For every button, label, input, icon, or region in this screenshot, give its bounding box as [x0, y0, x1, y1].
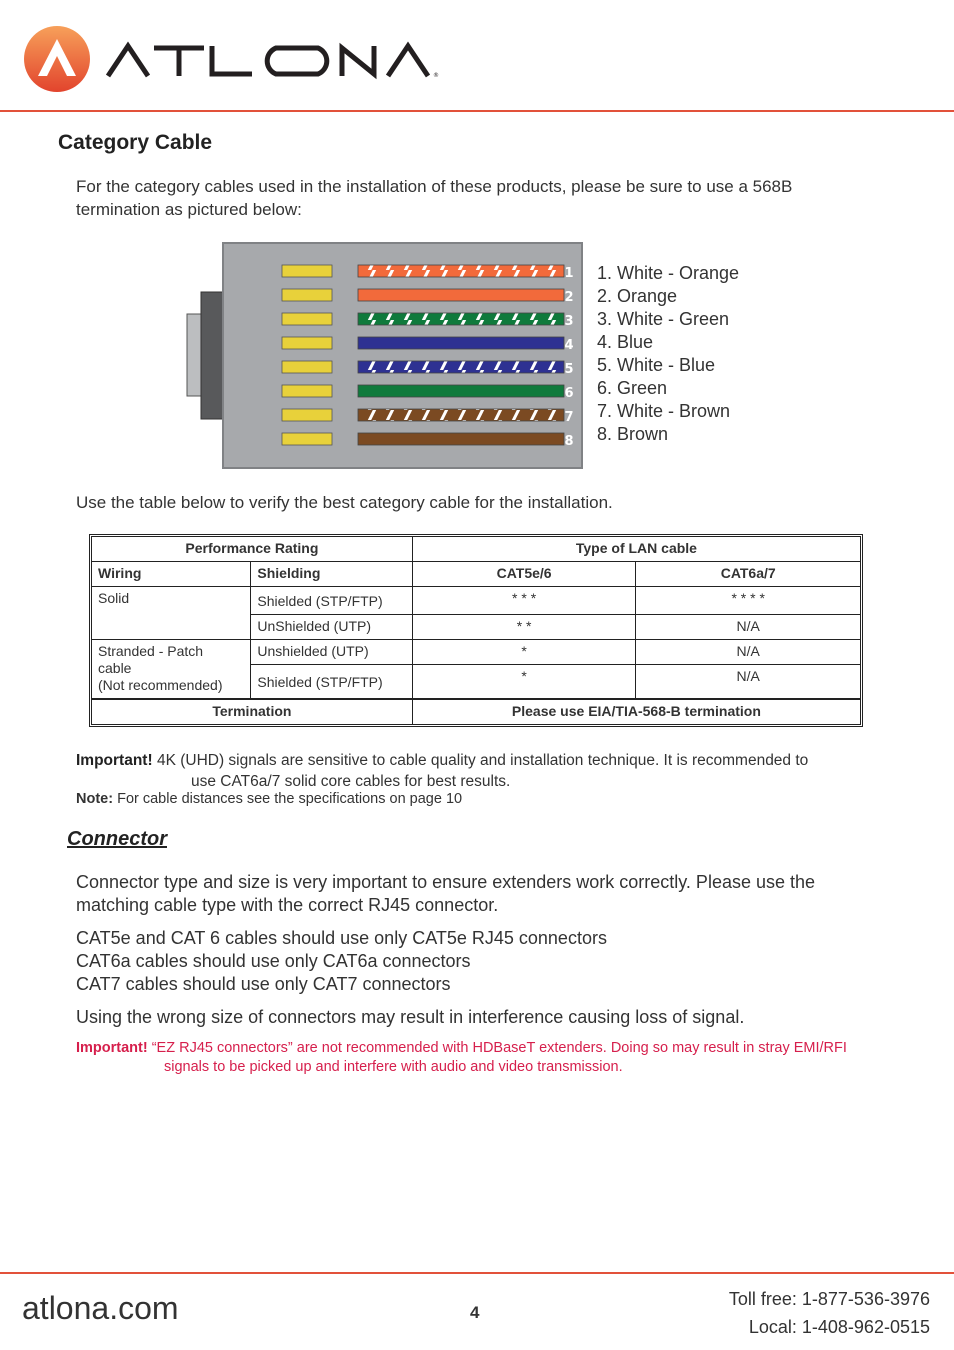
- wire-6: [358, 385, 564, 397]
- legend-item: 3. White - Green: [597, 309, 730, 329]
- verify-text: Use the table below to verify the best category cable for the installation.: [76, 493, 613, 512]
- legend-item: 2. Orange: [597, 286, 678, 306]
- pin-number: 5: [564, 362, 574, 377]
- logo-wordmark: [108, 46, 428, 76]
- pin-contact: [282, 337, 332, 349]
- svg-text:®: ®: [433, 72, 439, 79]
- cat5-col-header: CAT5e/6: [412, 562, 636, 587]
- cat5-cell: *: [412, 665, 636, 700]
- lan-type-header: Type of LAN cable: [412, 537, 860, 562]
- table-row: [92, 587, 861, 615]
- website-link[interactable]: atlona.com: [22, 1290, 179, 1326]
- pin-number: 2: [564, 290, 574, 305]
- cat6a-cell: N/A: [636, 640, 861, 665]
- table-row: [92, 640, 861, 665]
- cat5-cell: *: [412, 640, 636, 665]
- shielding-cell: UnShielded (UTP): [251, 615, 412, 640]
- wire-4: [358, 337, 564, 349]
- shielding-cell: Shielded (STP/FTP): [251, 587, 412, 615]
- pin-number: 8: [564, 434, 574, 449]
- toll-free-phone: Toll free: 1-877-536-3976: [728, 1289, 930, 1309]
- category-intro: For the category cables used in the installation of these products, please be sure to use a 568B termination as pictured below:: [76, 177, 793, 219]
- wire-1: [358, 265, 564, 277]
- connector-warning: Using the wrong size of connectors may result in interference causing loss of signal.: [76, 1007, 745, 1027]
- shielding-cell: Unshielded (UTP): [251, 640, 412, 665]
- rj45-568b-diagram: [184, 240, 589, 472]
- cat6a-cell: N/A: [636, 665, 861, 700]
- pin-contact: [282, 289, 332, 301]
- pin-contact: [282, 265, 332, 277]
- wiring-cell: Solid: [92, 587, 251, 640]
- pin-number: 6: [564, 386, 574, 401]
- wire-8: [358, 433, 564, 445]
- wire-5: [358, 361, 564, 373]
- wire-7: [358, 409, 564, 421]
- connector-rule: CAT6a cables should use only CAT6a connectors: [76, 951, 471, 971]
- logo-emblem-icon: [24, 26, 90, 92]
- atlona-logo: [22, 24, 452, 94]
- logo-brand-text: ATLONA: [22, 24, 26, 25]
- cable-performance-table: [91, 536, 861, 725]
- wire-3: [358, 313, 564, 325]
- ez-rj45-important-notice: Important! “EZ RJ45 connectors” are not recommended with HDBaseT extenders. Doing so may result in stray EMI/RFI signals to be picked up and interfere with audio and video transmission.: [76, 1040, 847, 1075]
- cat6a-col-header: CAT6a/7: [636, 562, 861, 587]
- important-4k-notice: Important! 4K (UHD) signals are sensitive to cable quality and installation technique. It is recommended to use CAT6a/7 solid core cables for best results.: [76, 752, 809, 790]
- note-label: Note:: [76, 791, 114, 807]
- important-label: Important!: [76, 752, 153, 769]
- termination-value: Please use EIA/TIA-568-B termination: [412, 699, 860, 725]
- important-label: Important!: [76, 1040, 148, 1056]
- pin-number: 4: [564, 338, 574, 353]
- connector-rule: CAT7 cables should use only CAT7 connectors: [76, 974, 451, 994]
- pin-contact: [282, 385, 332, 397]
- wire-color-legend: [597, 262, 739, 446]
- cat6a-cell: N/A: [636, 615, 861, 640]
- connector-intro: Connector type and size is very important to ensure extenders work correctly. Please use the matching cable type with the correct RJ45 connector.: [76, 872, 816, 915]
- header-divider: [0, 110, 954, 112]
- page-number: 4: [470, 1303, 480, 1322]
- wiring-cell: Stranded - Patch cable (Not recommended): [92, 640, 251, 700]
- shielding-col-header: Shielding: [251, 562, 412, 587]
- cat6a-cell: * * * *: [636, 587, 861, 615]
- wiring-col-header: Wiring: [92, 562, 251, 587]
- legend-item: 5. White - Blue: [597, 355, 716, 375]
- legend-item: 4. Blue: [597, 332, 654, 352]
- connector-heading: Connector: [67, 828, 167, 850]
- contact-phones: [729, 1285, 930, 1341]
- legend-item: 1. White - Orange: [597, 263, 740, 283]
- shielding-cell: Shielded (STP/FTP): [251, 665, 412, 700]
- local-phone: Local: 1-408-962-0515: [748, 1317, 930, 1337]
- pin-contact: [282, 409, 332, 421]
- legend-item: 6. Green: [597, 378, 668, 398]
- connector-rules: [76, 927, 607, 996]
- cat5-cell: * *: [412, 615, 636, 640]
- footer-divider: [0, 1272, 954, 1274]
- category-cable-heading: Category Cable: [58, 131, 213, 154]
- pin-number: 1: [564, 266, 574, 281]
- performance-rating-header: Performance Rating: [92, 537, 413, 562]
- wire-2: [358, 289, 564, 301]
- connector-rule: CAT5e and CAT 6 cables should use only CAT5e RJ45 connectors: [76, 928, 607, 948]
- cable-distance-note: Note: For cable distances see the specifications on page 10: [76, 791, 463, 807]
- pin-contact: [282, 313, 332, 325]
- legend-item: 7. White - Brown: [597, 401, 731, 421]
- cat5-cell: * * *: [412, 587, 636, 615]
- connector-tab: [201, 292, 223, 419]
- pin-number: 3: [564, 314, 574, 329]
- termination-label: Termination: [92, 699, 413, 725]
- pin-number: 7: [564, 410, 574, 425]
- pin-contact: [282, 361, 332, 373]
- pin-contact: [282, 433, 332, 445]
- legend-item: 8. Brown: [597, 424, 669, 444]
